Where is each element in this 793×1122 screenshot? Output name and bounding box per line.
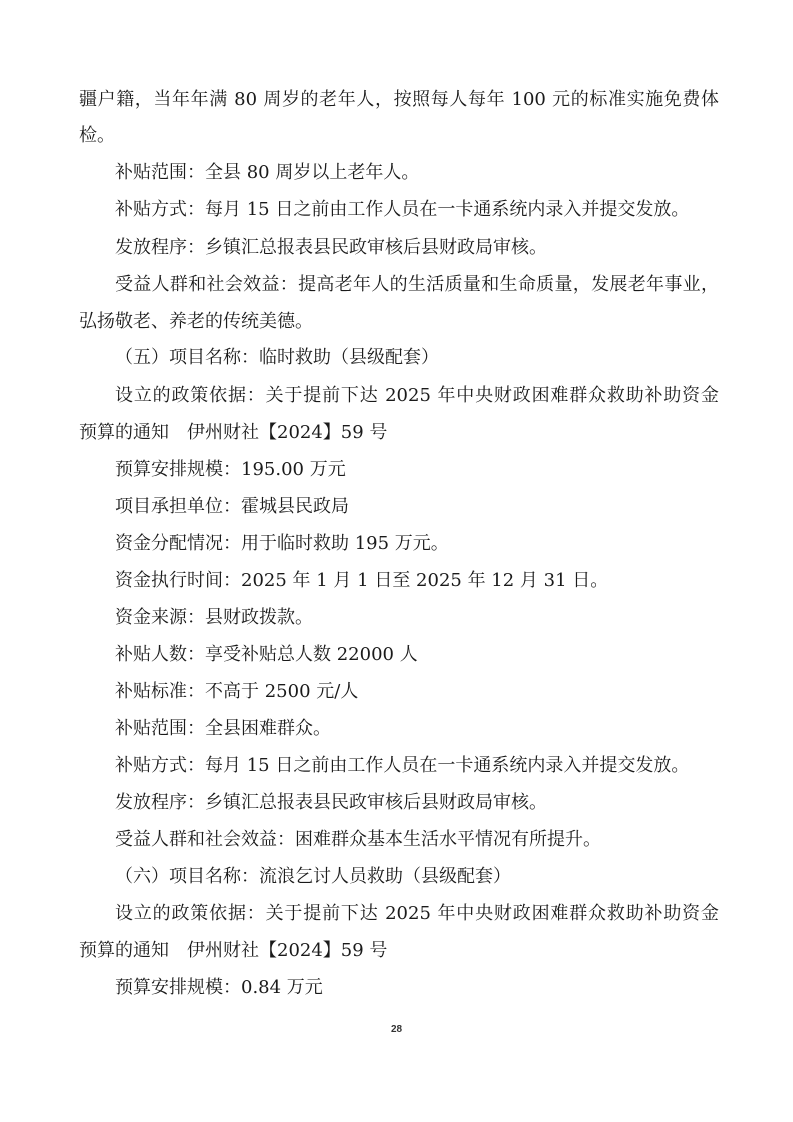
paragraph-line-2: 检。 (79, 125, 115, 146)
paragraph-line-9: 设立的政策依据：关于提前下达 2025 年中央财政困难群众救助补助资金 (115, 385, 719, 406)
paragraph-line-10: 预算的通知 伊州财社【2024】59 号 (79, 422, 388, 443)
paragraph-line-21: 受益人群和社会效益：困难群众基本生活水平情况有所提升。 (115, 829, 601, 850)
paragraph-line-24: 预算的通知 伊州财社【2024】59 号 (79, 940, 388, 961)
paragraph-line-23: 设立的政策依据：关于提前下达 2025 年中央财政困难群众救助补助资金 (115, 903, 719, 924)
paragraph-line-3: 补贴范围：全县 80 周岁以上老年人。 (115, 162, 420, 183)
paragraph-line-12: 项目承担单位：霍城县民政局 (115, 496, 349, 517)
paragraph-line-25: 预算安排规模：0.84 万元 (115, 977, 323, 998)
section-heading-6: （六）项目名称：流浪乞讨人员救助（县级配套） (115, 866, 511, 887)
paragraph-line-5: 发放程序：乡镇汇总报表县民政审核后县财政局审核。 (115, 237, 547, 258)
paragraph-line-11: 预算安排规模：195.00 万元 (115, 459, 346, 480)
paragraph-line-20: 发放程序：乡镇汇总报表县民政审核后县财政局审核。 (115, 792, 547, 813)
page-number: 28 (390, 1024, 403, 1035)
paragraph-line-18: 补贴范围：全县困难群众。 (115, 718, 331, 739)
section-heading-5: （五）项目名称：临时救助（县级配套） (115, 347, 439, 368)
paragraph-line-6: 受益人群和社会效益：提高老年人的生活质量和生命质量，发展老年事业， (115, 274, 719, 295)
paragraph-line-1: 疆户籍，当年年满 80 周岁的老年人，按照每人每年 100 元的标准实施免费体 (79, 89, 719, 110)
paragraph-line-4: 补贴方式：每月 15 日之前由工作人员在一卡通系统内录入并提交发放。 (115, 199, 690, 220)
paragraph-line-14: 资金执行时间：2025 年 1 月 1 日至 2025 年 12 月 31 日。 (115, 570, 609, 591)
paragraph-line-19: 补贴方式：每月 15 日之前由工作人员在一卡通系统内录入并提交发放。 (115, 755, 690, 776)
paragraph-line-13: 资金分配情况：用于临时救助 195 万元。 (115, 533, 449, 554)
paragraph-line-16: 补贴人数：享受补贴总人数 22000 人 (115, 644, 418, 665)
paragraph-line-17: 补贴标准：不高于 2500 元/人 (115, 681, 359, 702)
paragraph-line-7: 弘扬敬老、养老的传统美德。 (79, 311, 313, 332)
paragraph-line-15: 资金来源：县财政拨款。 (115, 607, 313, 628)
